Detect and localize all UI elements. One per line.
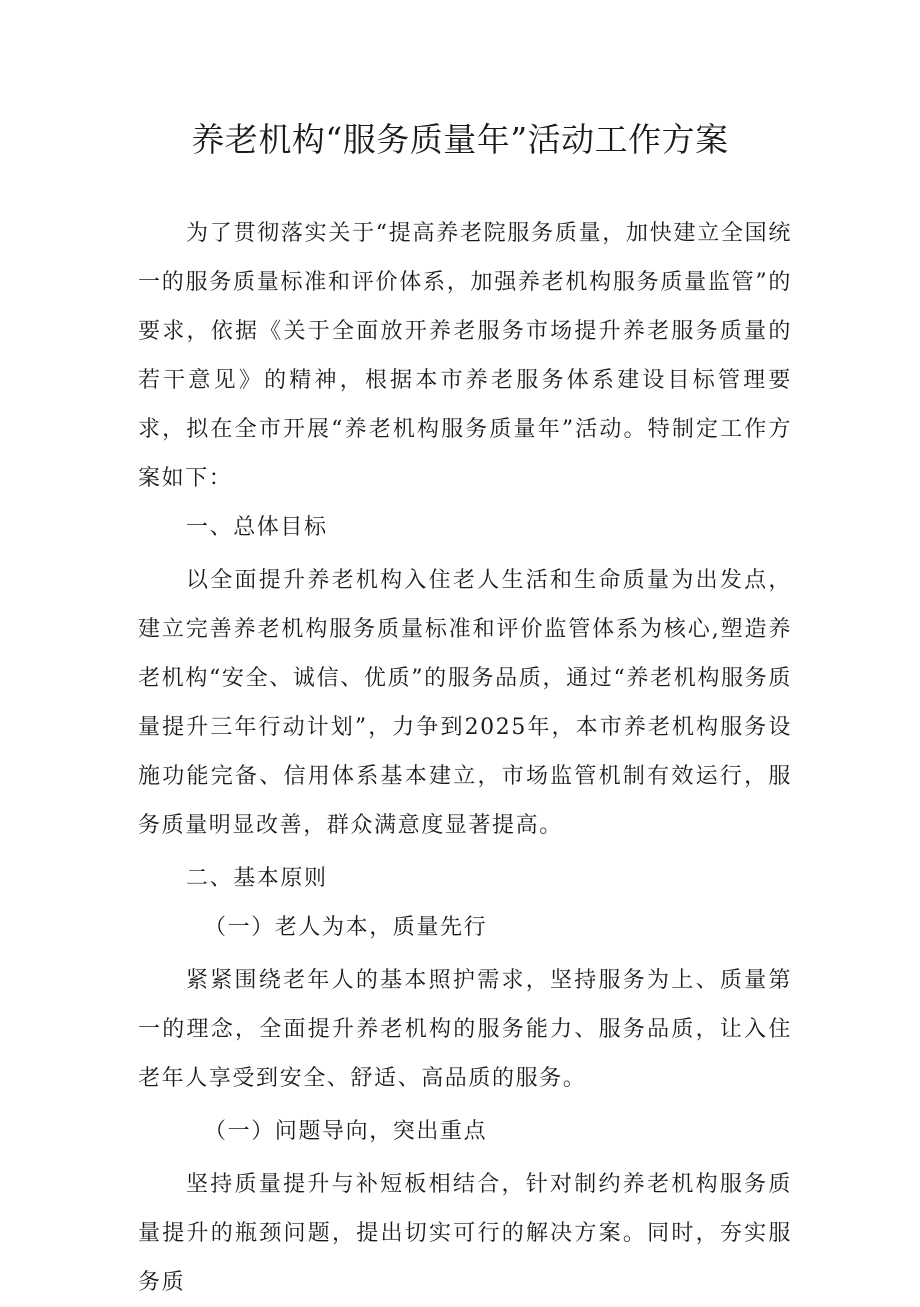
principle-paragraph-elderly-first: 紧紧围绕老年人的基本照护需求，坚持服务为上、质量第一的理念，全面提升养老机构的服务能力、服务品质，让入住老年人享受到安全、舒适、高品质的服务。	[138, 968, 792, 1091]
overall-goal-paragraph: 以全面提升养老机构入住老人生活和生命质量为出发点，建立完善养老机构服务质量标准和评价监管体系为核心,塑造养老机构“安全、诚信、优质”的服务品质，通过“养老机构服务质量提升三年行动计划”，力争到2025年，本市养老机构服务设施功能完备、信用体系基本建立，市场监管机制有效运行，服务质量明显改善，群众满意度显著提高。	[138, 568, 792, 838]
document-body	[138, 209, 792, 1307]
principle-heading-elderly-first: （一）老人为本，质量先行	[204, 915, 488, 940]
section-heading-basic-principles: 二、基本原则	[186, 866, 328, 891]
principle-heading-problem-oriented: （一）问题导向，突出重点	[204, 1119, 488, 1144]
document-title: 养老机构“服务质量年”活动工作方案	[191, 120, 729, 159]
intro-paragraph: 为了贯彻落实关于“提高养老院服务质量，加快建立全国统一的服务质量标准和评价体系，加强养老机构服务质量监管”的要求，依据《关于全面放开养老服务市场提升养老服务质量的若干意见》的精神，根据本市养老服务体系建设目标管理要求，拟在全市开展“养老机构服务质量年”活动。特制定工作方案如下：	[138, 221, 792, 491]
principle-paragraph-problem-oriented: 坚持质量提升与补短板相结合，针对制约养老机构服务质量提升的瓶颈问题，提出切实可行的解决方案。同时，夯实服务质	[138, 1172, 792, 1295]
section-heading-overall-goal: 一、总体目标	[186, 515, 328, 540]
